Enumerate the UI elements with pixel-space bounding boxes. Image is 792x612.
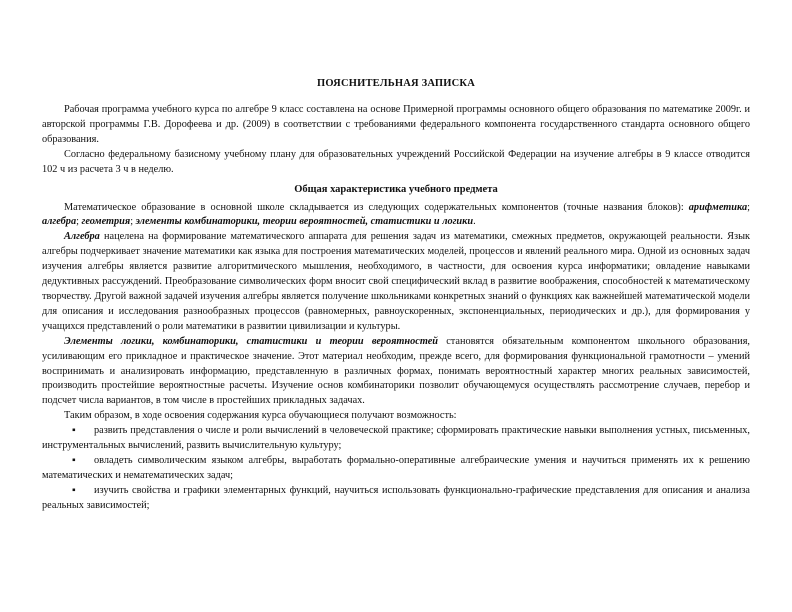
separator: ; (747, 201, 750, 213)
logic-lead: Элементы логики, комбинаторики, статистики и теории вероятностей (64, 335, 438, 347)
list-item: ▪ развить представления о числе и роли вычислений в человеческой практике; сформировать практические навыки выполнения устных, письменных, инструментальных вычислений, развить вычислительную культуру; (42, 425, 750, 452)
separator: ; (76, 216, 82, 228)
separator: ; (130, 216, 136, 228)
document-title: ПОЯСНИТЕЛЬНАЯ ЗАПИСКА (316, 78, 476, 89)
components-paragraph (42, 201, 750, 231)
components-text: Математическое образование в основной школе складывается из следующих содержательных компонентов (точные названия блоков): (64, 201, 684, 213)
component-geometry: геометрия (81, 216, 131, 228)
logic-text: становятся обязательным компонентом школьного образования, усиливающим его прикладное и практическое значение. Этот материал необходим, прежде всего, для формирования функциональной грамотности – умений воспринимать и анализировать информацию, представленную в различных формах, понимать вероятностный характер многих реальных зависимостей, производить простейшие вероятностные расчеты. Изучение основ комбинаторики позволит обучающемуся осуществлять рассмотрение случаев, перебор и подсчет числа вариантов, в том числе в простейших прикладных задачах. (42, 335, 751, 407)
section-subtitle: Общая характеристика учебного предмета (294, 183, 498, 195)
logic-paragraph (42, 335, 750, 410)
component-arithmetic: арифметика (688, 201, 748, 213)
list-item: ▪ овладеть символическим языком алгебры, выработать формально-оперативные алгебраические умения и научиться применять их к решению математических и нематематических задач; (42, 454, 750, 481)
outcomes-list (42, 424, 750, 513)
component-algebra: алгебра (42, 216, 77, 228)
algebra-paragraph (42, 230, 750, 334)
algebra-lead: Алгебра (64, 231, 100, 243)
hours-paragraph: Согласно федеральному базисному учебному плану для образовательных учреждений Российской Федерации на изучение алгебры в 9 классе отводится 102 ч из расчета 3 ч в неделю. (42, 148, 750, 175)
intro-paragraph: Рабочая программа учебного курса по алгебре 9 класс составлена на основе Примерной программы основного общего образования по математике 2009г. и авторской программы Г.В. Дорофеева и др. (2009) в соответствии с требованиями федерального компонента государственного стандарта основного общего образования. (42, 104, 750, 145)
outcomes-intro: Таким образом, в ходе освоения содержания курса обучающиеся получают возможность: (64, 410, 457, 422)
terminator: . (473, 216, 476, 228)
algebra-text: нацелена на формирование математического аппарата для решения задач из математики, смежных предметов, окружающей реальности. Язык алгебры подчеркивает значение математики как языка для построения математических моделей, процессов и явлений реального мира. Одной из основных задач изучения алгебры является развитие алгоритмического мышления, необходимого, в частности, для освоения курса информатики; овладение навыками дедуктивных рассуждений. Преобразование символических форм вносит свой специфический вклад в развитие воображения, способностей к математическому творчеству. Другой важной задачей изучения алгебры является получение школьниками конкретных знаний о функциях как важнейшей математической модели для описания и исследования разнообразных процессов (равномерных, равноускоренных, экспоненциальных, периодических и др.), для формирования у учащихся представлений о роли математики в развитии цивилизации и культуры. (42, 231, 750, 332)
component-rest: элементы комбинаторики, теории вероятностей, статистики и логики (135, 216, 474, 228)
list-item: ▪ изучить свойства и графики элементарных функций, научиться использовать функционально-графические представления для описания и анализа реальных зависимостей; (42, 484, 750, 511)
